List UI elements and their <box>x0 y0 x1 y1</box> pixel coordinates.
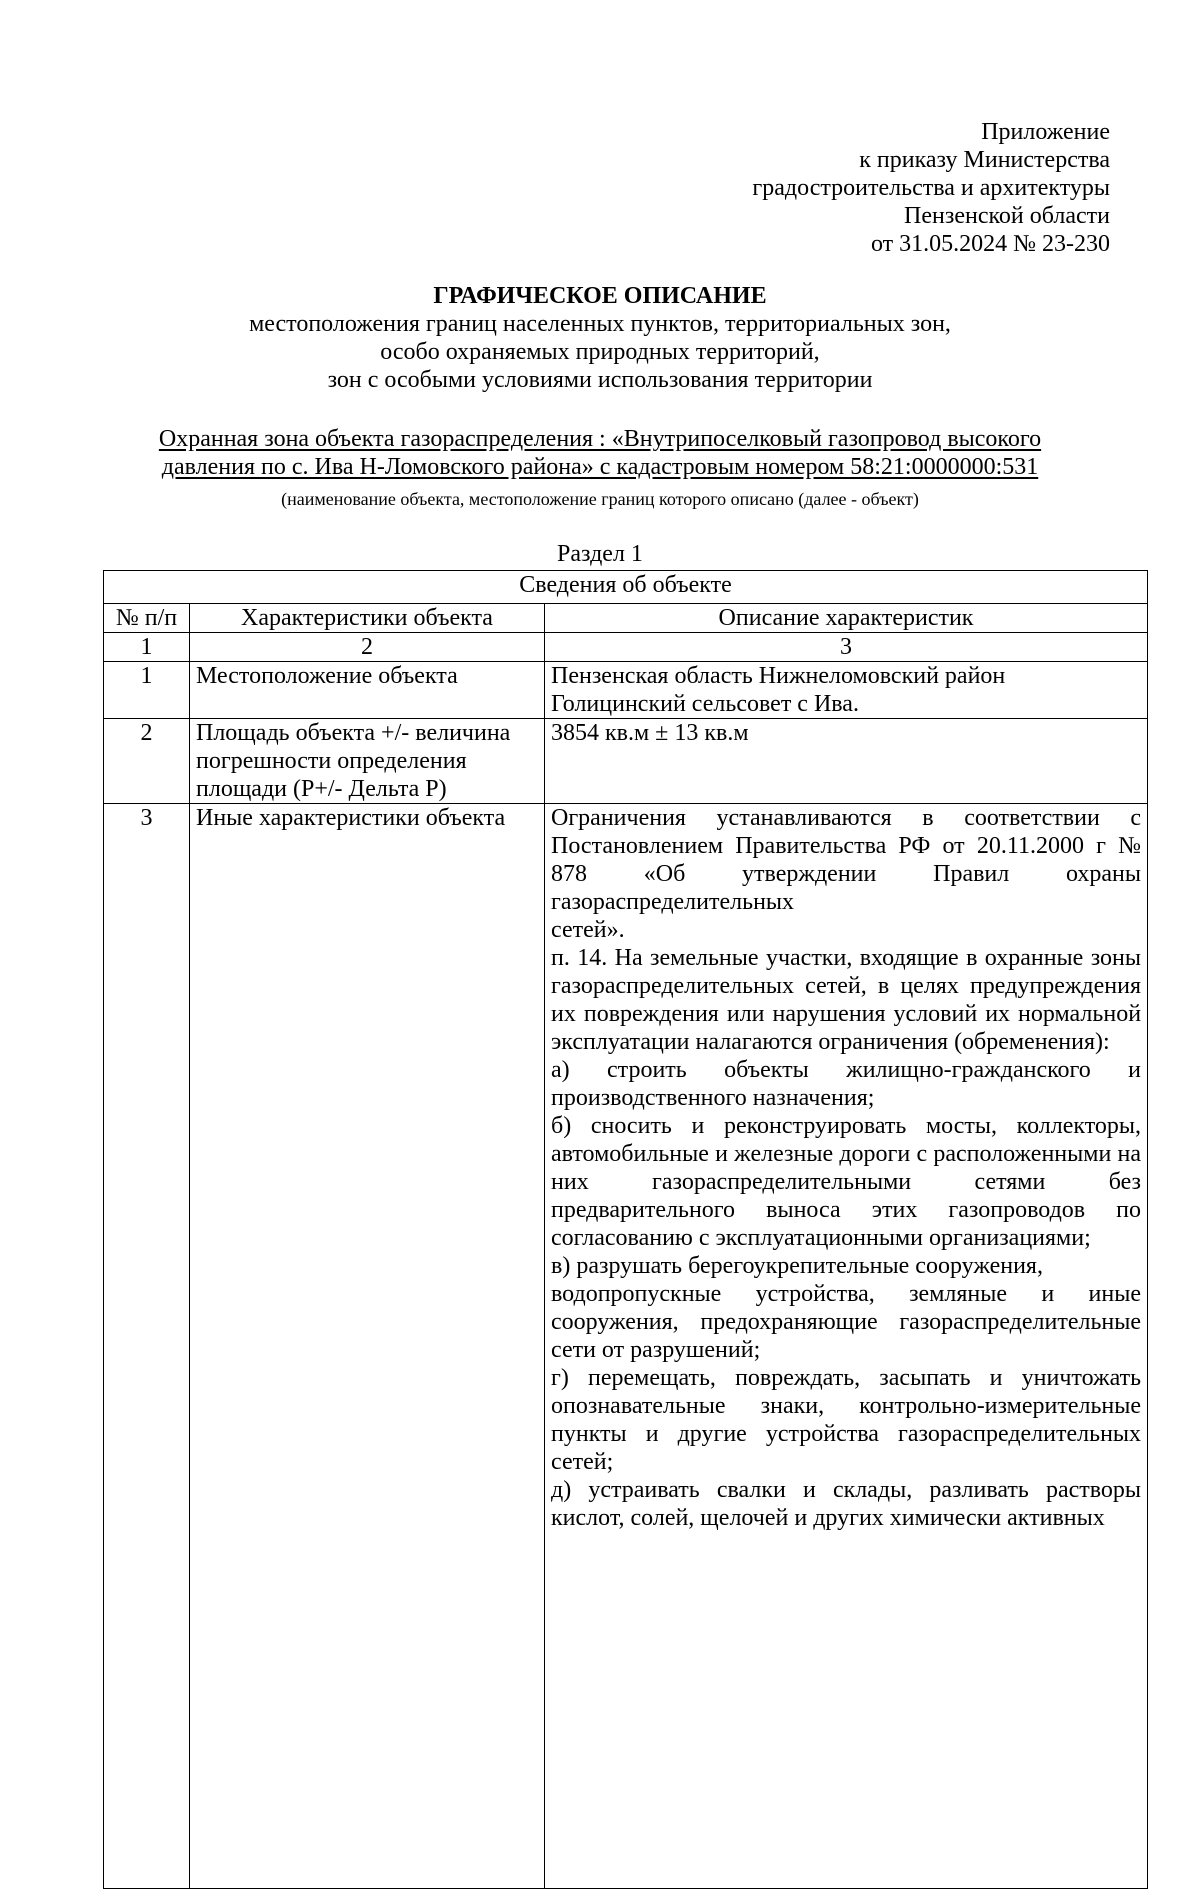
row-characteristic: Площадь объекта +/- величина погрешности определения площади (Р+/- Дельта Р) <box>190 719 545 804</box>
table-row <box>104 662 1148 719</box>
row-characteristic: Местоположение объекта <box>190 662 545 719</box>
description-paragraph: п. 14. На земельные участки, входящие в охранные зоны газораспределительных сетей, в целях предупреждения их повреждения или нарушения условий их нормальной эксплуатации налагаются ограничения (обременения): <box>551 945 1142 1055</box>
appendix-header <box>752 118 1110 258</box>
document-subtitle-line: особо охраняемых природных территорий, <box>380 339 820 365</box>
object-info-table <box>103 570 1148 1889</box>
table-header-row <box>104 604 1148 633</box>
column-number: 1 <box>104 633 190 662</box>
object-name-line <box>0 453 1200 481</box>
description-paragraph: Ограничения устанавливаются в соответствии с Постановлением Правительства РФ от 20.11.2000 г № 878 «Об утверждении Правил охраны газораспределительных <box>551 805 1142 915</box>
row-number: 2 <box>104 719 190 804</box>
object-name-block <box>0 425 1200 510</box>
appendix-line: градостроительства и архитектуры <box>752 175 1110 201</box>
document-title: ГРАФИЧЕСКОЕ ОПИСАНИЕ <box>433 283 767 309</box>
title-block <box>0 282 1200 394</box>
column-header: Описание характеристик <box>545 604 1148 633</box>
table-caption-row <box>104 571 1148 604</box>
row-description <box>545 804 1148 1889</box>
row-description: 3854 кв.м ± 13 кв.м <box>545 719 1148 804</box>
appendix-line: от 31.05.2024 № 23-230 <box>870 231 1110 257</box>
table-row <box>104 804 1148 1889</box>
object-name-text: давления по с. Ива Н-Ломовского района» с кадастровым номером 58:21:0000000:531 <box>161 454 1039 480</box>
document-subtitle-line: местоположения границ населенных пунктов, территориальных зон, <box>249 311 951 337</box>
row-number: 1 <box>104 662 190 719</box>
document-subtitle-line: зон с особыми условиями использования территории <box>327 367 873 393</box>
column-number-row <box>104 633 1148 662</box>
description-paragraph: в) разрушать берегоукрепительные сооружения, <box>551 1253 1043 1279</box>
appendix-line: к приказу Министерства <box>859 147 1110 173</box>
object-name-text: Охранная зона объекта газораспределения : «Внутрипоселковый газопровод высокого <box>158 426 1042 452</box>
description-paragraph: сетей». <box>551 917 625 943</box>
column-header: Характеристики объекта <box>190 604 545 633</box>
row-characteristic: Иные характеристики объекта <box>190 804 545 1889</box>
row-description: Пензенская область Нижнеломовский район Голицинский сельсовет с Ива. <box>545 662 1148 719</box>
description-paragraph: б) сносить и реконструировать мосты, коллекторы, автомобильные и железные дороги с расположенными на них газораспределительными сетями без предварительного выноса этих газопроводов по согласованию с эксплуатационными организациями; <box>551 1113 1142 1251</box>
appendix-line: Пензенской области <box>904 203 1110 229</box>
row-number: 3 <box>104 804 190 1889</box>
column-number: 3 <box>545 633 1148 662</box>
object-name-line <box>0 425 1200 453</box>
description-paragraph: д) устраивать свалки и склады, разливать растворы кислот, солей, щелочей и других химически активных <box>551 1477 1142 1531</box>
appendix-line: Приложение <box>981 119 1110 145</box>
column-header: № п/п <box>104 604 190 633</box>
description-paragraph: водопропускные устройства, земляные и иные сооружения, предохраняющие газораспределительные сети от разрушений; <box>551 1281 1142 1363</box>
column-number: 2 <box>190 633 545 662</box>
table-row <box>104 719 1148 804</box>
section-label: Раздел 1 <box>557 541 643 567</box>
table-caption: Сведения об объекте <box>104 571 1148 604</box>
description-paragraph: г) перемещать, повреждать, засыпать и уничтожать опознавательные знаки, контрольно-измерительные пункты и другие устройства газораспределительных сетей; <box>551 1365 1142 1475</box>
object-name-note: (наименование объекта, местоположение границ которого описано (далее - объект) <box>281 489 919 509</box>
description-paragraph: а) строить объекты жилищно-гражданского и производственного назначения; <box>551 1057 1142 1111</box>
